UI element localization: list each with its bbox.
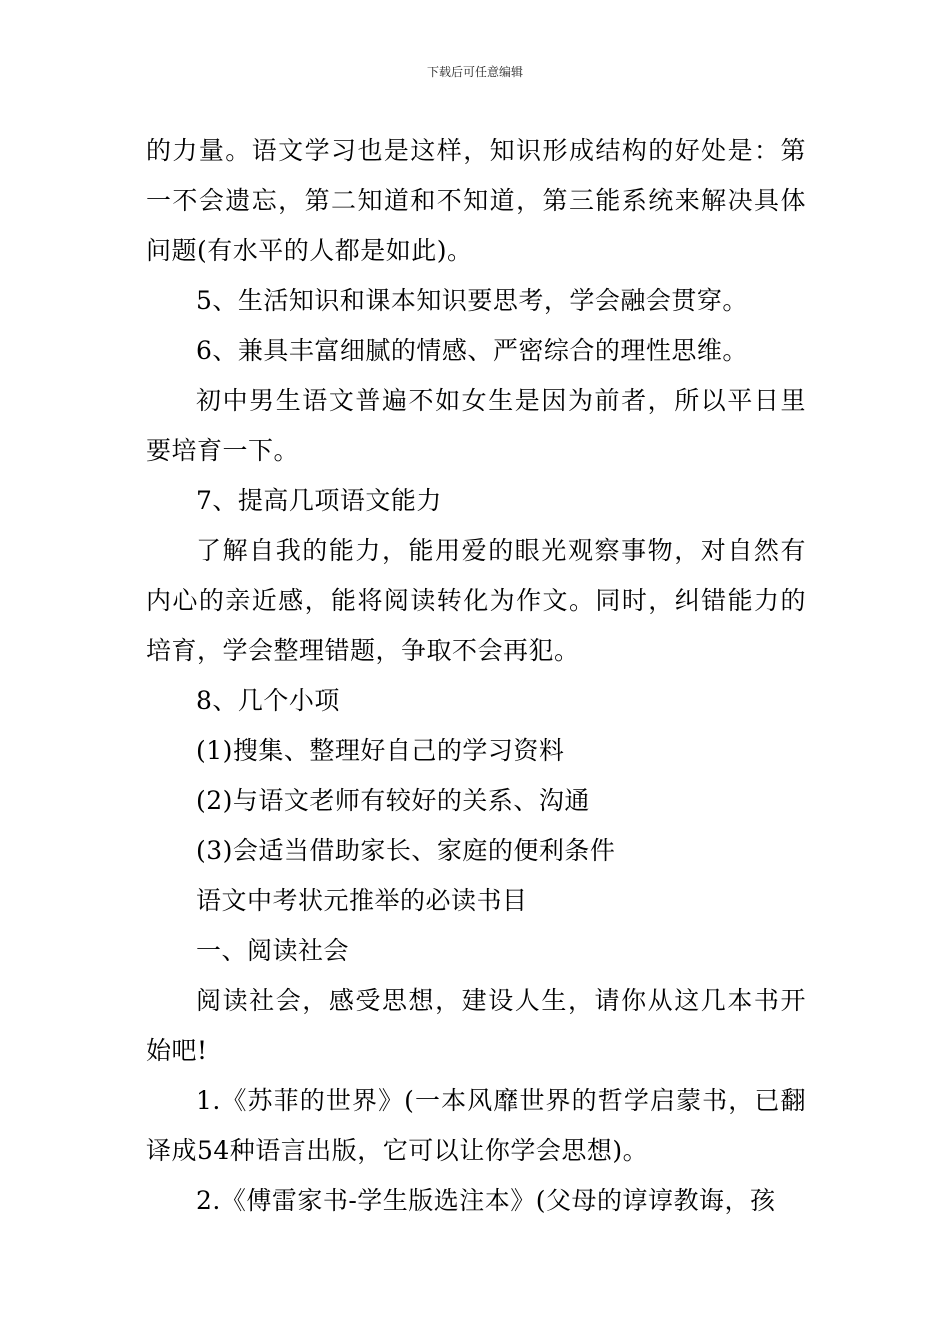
paragraph-2: 5、生活知识和课本知识要思考，学会融会贯穿。 — [196, 286, 748, 315]
paragraph-8: (1)搜集、整理好自己的学习资料 — [196, 736, 565, 765]
page-header: 下载后可任意编辑 — [426, 65, 523, 79]
paragraph-1: 的力量。语文学习也是这样，知识形成结构的好处是：第一不会遗忘，第二知道和不知道，第三能系统来解决具体问题(有水平的人都是如此)。 — [146, 136, 806, 265]
paragraph-12: 一、阅读社会 — [196, 936, 350, 965]
paragraph-4: 初中男生语文普遍不如女生是因为前者，所以平日里要培育一下。 — [146, 386, 806, 465]
paragraph-6: 了解自我的能力，能用爱的眼光观察事物，对自然有内心的亲近感，能将阅读转化为作文。同时，纠错能力的培育，学会整理错题，争取不会再犯。 — [146, 536, 806, 665]
paragraph-9: (2)与语文老师有较好的关系、沟通 — [196, 786, 590, 815]
paragraph-11: 语文中考状元推举的必读书目 — [196, 886, 528, 915]
paragraph-5: 7、提高几项语文能力 — [196, 486, 442, 515]
paragraph-13: 阅读社会，感受思想，建设人生，请你从这几本书开始吧! — [146, 986, 806, 1065]
document-body — [146, 126, 806, 1226]
paragraph-14: 1.《苏菲的世界》(一本风靡世界的哲学启蒙书，已翻译成54种语言出版，它可以让你学会思想)。 — [146, 1086, 806, 1165]
paragraph-7: 8、几个小项 — [196, 686, 340, 715]
paragraph-10: (3)会适当借助家长、家庭的便利条件 — [196, 836, 616, 865]
paragraph-3: 6、兼具丰富细腻的情感、严密综合的理性思维。 — [196, 336, 748, 365]
paragraph-15: 2.《傅雷家书-学生版选注本》(父母的谆谆教诲，孩 — [196, 1186, 776, 1215]
